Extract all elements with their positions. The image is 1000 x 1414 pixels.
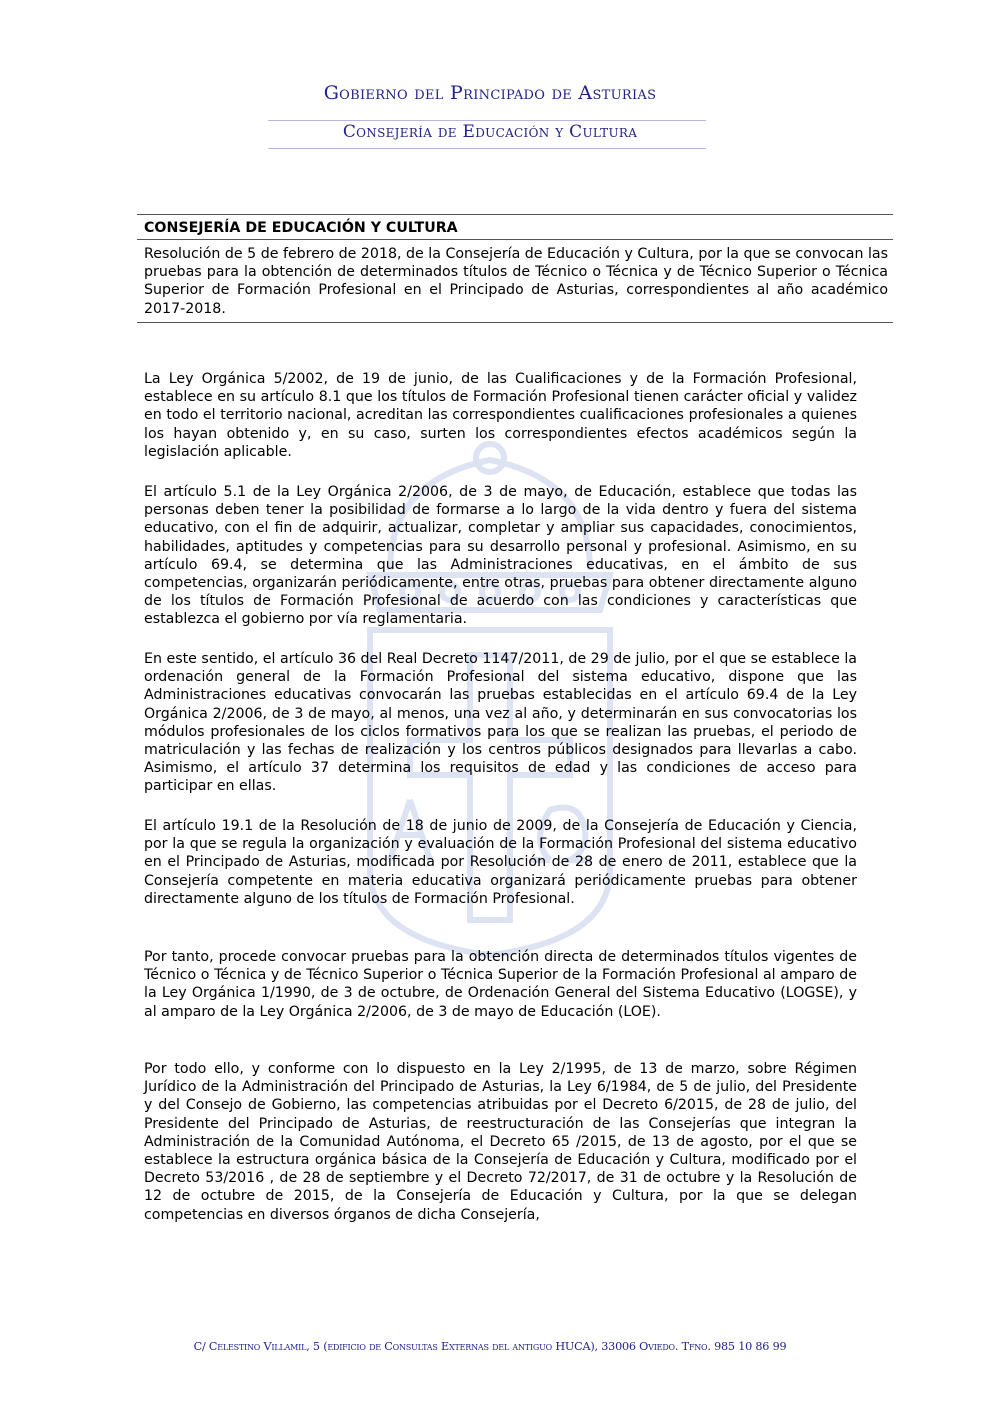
body-paragraph: El artículo 5.1 de la Ley Orgánica 2/2006, de 3 de mayo, de Educación, establece que todas las personas deben tener la posibilidad de formarse a lo largo de la vida dentro y fuera del sistema educativo, con el fin de adquirir, actualizar, completar y ampliar sus capacidades, conocimientos, habilidades, aptitudes y competencias para su desarrollo personal y profesional. Asimismo, en su artículo 69.4, se determina que las Administraciones educativas, en el ámbito de sus competencias, organizarán periódicamente, entre otras, pruebas para obtener directamente alguno de los títulos de Formación Profesional de acuerdo con las condiciones y características que establezca el gobierno por vía reglamentaria. (144, 484, 857, 628)
letterhead-rule-top (268, 120, 706, 121)
body-paragraph: En este sentido, el artículo 36 del Real Decreto 1147/2011, de 29 de julio, por el que se establece la ordenación general de la Formación Profesional del sistema educativo, dispone que las Administraciones educativas convocarán las pruebas establecidas en el artículo 69.4 de la Ley Orgánica 2/2006, de 3 de mayo, al menos, una vez al año, y determinarán en sus convocatorias los módulos profesionales de los ciclos formativos para los que se realizan las pruebas, el periodo de matriculación y las fechas de realización y los centros públicos designados para llevarlas a cabo. Asimismo, el artículo 37 determina los requisitos de edad y las condiciones de acceso para participar en ellas. (144, 651, 857, 795)
header-rule-top (137, 214, 893, 215)
footer-address: C/ Celestino Villamil, 5 (edificio de Consultas Externas del antiguo HUCA), 33006 Oviedo. Tfno. 985 10 86 99 (193, 1340, 787, 1353)
body-paragraph: Por tanto, procede convocar pruebas para la obtención directa de determinados títulos vigentes de Técnico o Técnica y de Técnico Superior o Técnica Superior de la Formación Profesional al amparo de la Ley Orgánica 1/1990, de 3 de octubre, de Ordenación General del Sistema Educativo (LOGSE), y al amparo de la Ley Orgánica 2/2006, de 3 de mayo de Educación (LOE). (144, 949, 857, 1020)
body-paragraph: El artículo 19.1 de la Resolución de 18 de junio de 2009, de la Consejería de Educación y Ciencia, por la que se regula la organización y evaluación de la Formación Profesional del sistema educativo en el Principado de Asturias, modificada por Resolución de 28 de enero de 2011, establece que la Consejería competente en materia educativa organizará periódicamente pruebas para obtener directamente alguno de los títulos de Formación Profesional. (144, 818, 857, 907)
body-paragraph: La Ley Orgánica 5/2002, de 19 de junio, de las Cualificaciones y de la Formación Profesional, establece en su artículo 8.1 que los títulos de Formación Profesional tienen carácter oficial y validez en todo el territorio nacional, acreditan las correspondientes cualificaciones profesionales a quienes los hayan obtenido y, en su caso, surten los correspondientes efectos académicos según la legislación aplicable. (144, 371, 857, 460)
resolution-summary: Resolución de 5 de febrero de 2018, de la Consejería de Educación y Cultura, por la que se convocan las pruebas para la obtención de determinados títulos de Técnico o Técnica y de Técnico Superior o Técnica Superior de Formación Profesional en el Principado de Asturias, correspondientes al año académico 2017-2018. (144, 246, 888, 317)
section-heading: CONSEJERÍA DE EDUCACIÓN Y CULTURA (144, 220, 458, 236)
letterhead-department: Consejería de Educación y Cultura (342, 122, 638, 142)
header-rule-middle (137, 239, 893, 240)
letterhead-rule-bottom (268, 148, 706, 149)
letterhead-government: Gobierno del Principado de Asturias (323, 82, 657, 104)
body-paragraph: Por todo ello, y conforme con lo dispuesto en la Ley 2/1995, de 13 de marzo, sobre Régimen Jurídico de la Administración del Principado de Asturias, la Ley 6/1984, de 5 de julio, del Presidente y del Consejo de Gobierno, las competencias atribuidas por el Decreto 6/2015, de 28 de julio, del Presidente del Principado de Asturias, de reestructuración de las Consejerías que integran la Administración de la Comunidad Autónoma, el Decreto 65 /2015, de 13 de agosto, por el que se establece la estructura orgánica básica de la Consejería de Educación y Cultura, modificado por el Decreto 53/2016 , de 28 de septiembre y el Decreto 72/2017, de 31 de octubre y la Resolución de 12 de octubre de 2015, de la Consejería de Educación y Cultura, por la que se delegan competencias en diversos órganos de dicha Consejería, (144, 1061, 857, 1223)
header-rule-bottom (137, 322, 893, 323)
